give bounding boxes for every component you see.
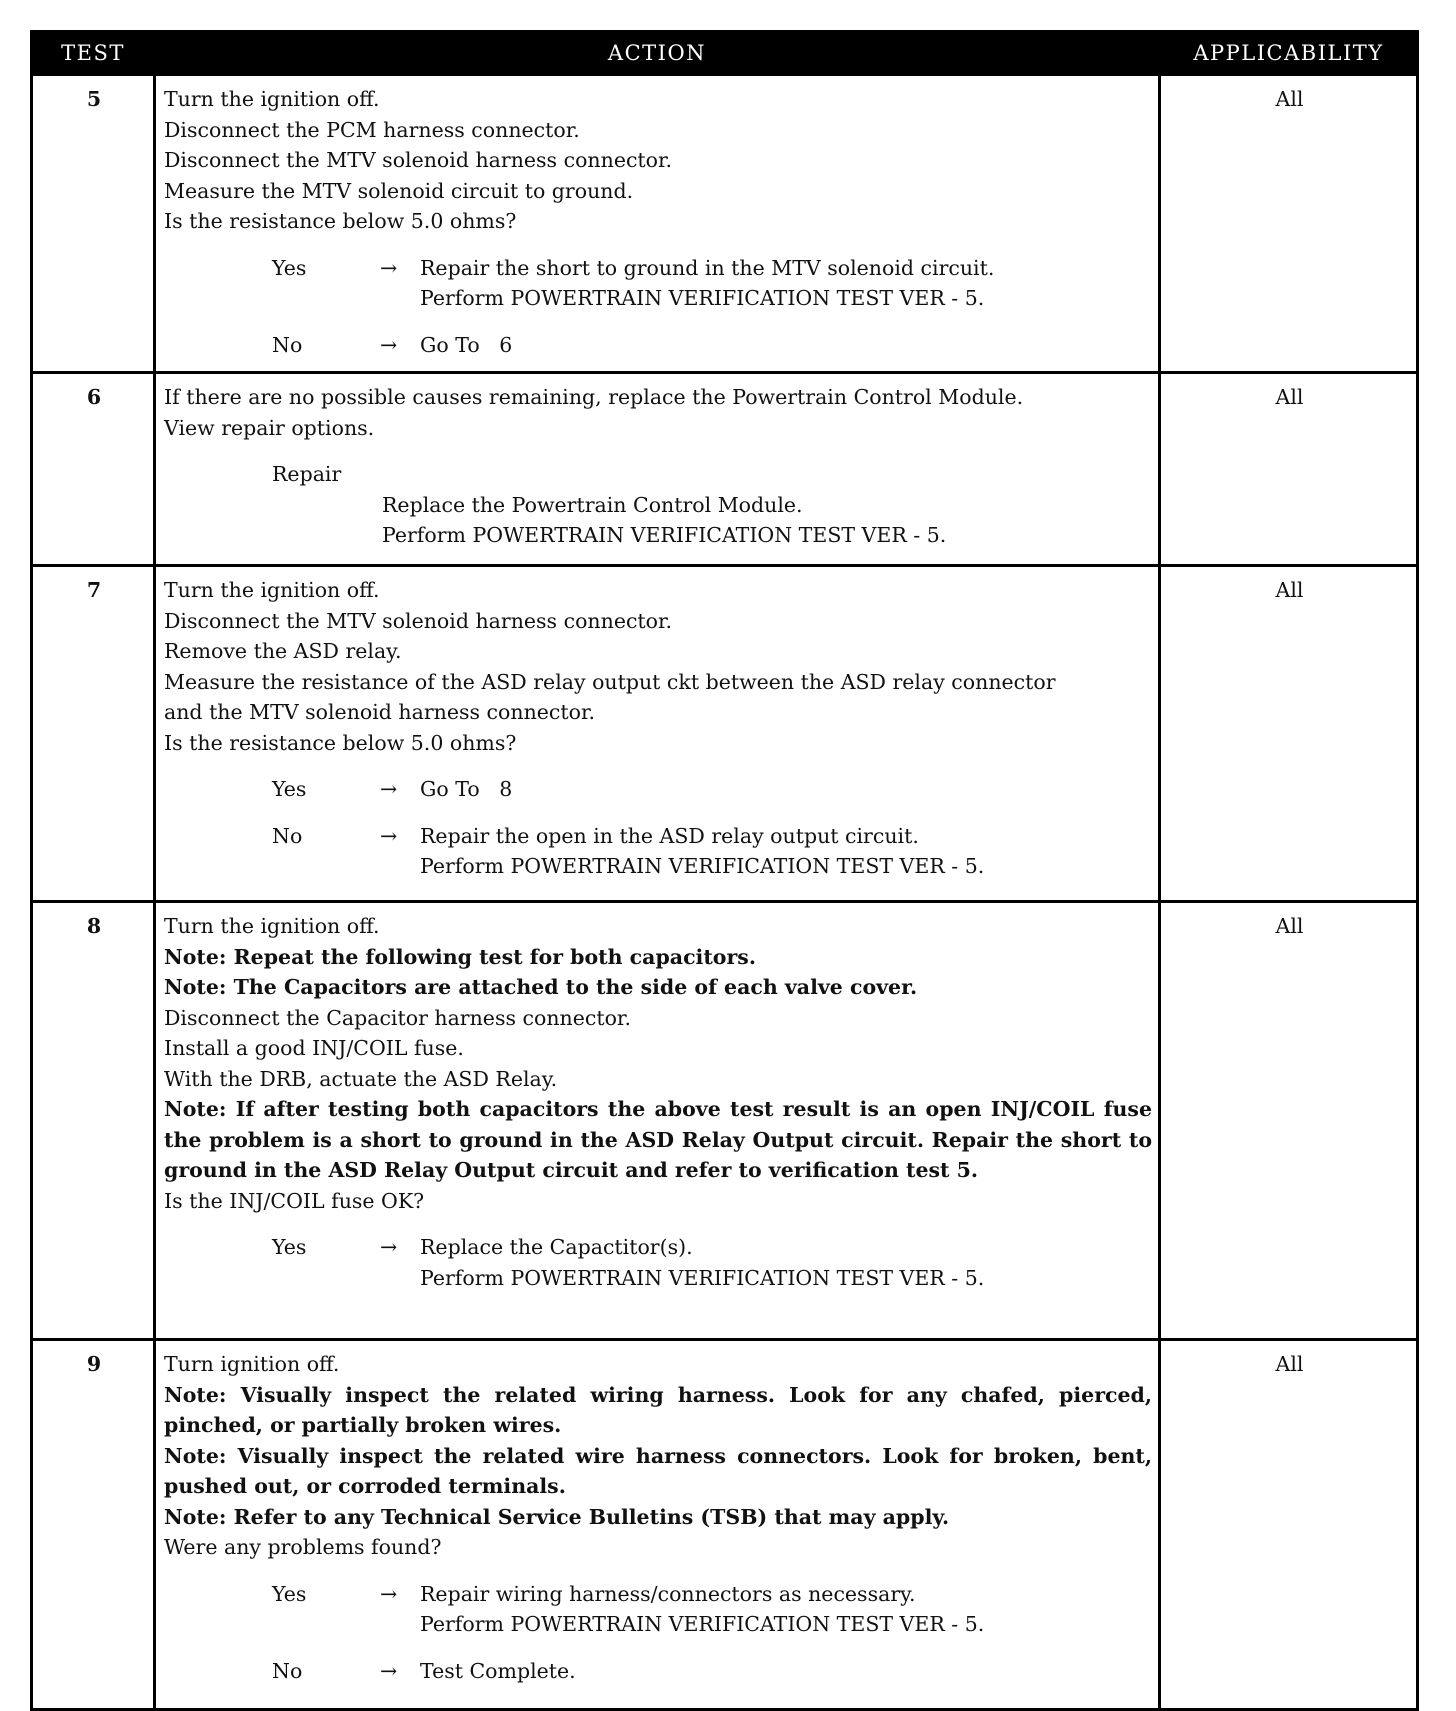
table-row (32, 566, 1418, 902)
note-text: Note: Repeat the following test for both capacitors. (164, 944, 756, 969)
arrow-icon: → (380, 1658, 398, 1683)
response-label: Yes (272, 777, 307, 801)
response-text: Go To 6 (420, 332, 513, 357)
step-text: Disconnect the Capacitor harness connector. (164, 1005, 631, 1030)
arrow-icon: → (380, 332, 398, 357)
response-text: Repair wiring harness/connectors as necessary. (420, 1581, 916, 1606)
question-text: Were any problems found? (164, 1535, 442, 1559)
response-yes (272, 1232, 1152, 1293)
response-text: Perform POWERTRAIN VERIFICATION TEST VER - 5. (420, 854, 985, 878)
repair-label: Repair (272, 462, 342, 486)
arrow-icon: → (380, 777, 398, 801)
table-row (32, 902, 1418, 1340)
action-cell (155, 902, 1160, 1340)
step-text: Install a good INJ/COIL fuse. (164, 1036, 464, 1060)
step-text: Measure the resistance of the ASD relay output ckt between the ASD relay connector (164, 669, 1056, 694)
response-text: Repair the open in the ASD relay output circuit. (420, 823, 919, 848)
response-text: Replace the Capactitor(s). (420, 1235, 693, 1259)
step-text: With the DRB, actuate the ASD Relay. (164, 1066, 558, 1091)
note-paragraph: Note: Visually inspect the related wiring harness. Look for any chafed, pierced, pinched, or partially broken wires. (164, 1382, 1152, 1437)
applicability-cell: All (1160, 75, 1418, 373)
header-action: ACTION (155, 32, 1160, 75)
response-yes (272, 1579, 1152, 1640)
action-cell (155, 373, 1160, 566)
step-text: Disconnect the MTV solenoid harness connector. (164, 608, 673, 633)
response-no (272, 1656, 1152, 1687)
step-text: Turn the ignition off. (164, 914, 380, 938)
applicability-cell: All (1160, 373, 1418, 566)
response-text: Repair the short to ground in the MTV solenoid circuit. (420, 255, 995, 280)
applicability-cell: All (1160, 566, 1418, 902)
test-number: 5 (32, 75, 155, 373)
step-text: Measure the MTV solenoid circuit to ground. (164, 178, 634, 203)
step-text: Turn ignition off. (164, 1352, 340, 1376)
test-number: 6 (32, 373, 155, 566)
response-yes (272, 253, 1152, 314)
header-test: TEST (32, 32, 155, 75)
arrow-icon: → (380, 823, 398, 848)
step-text: Disconnect the PCM harness connector. (164, 117, 580, 142)
table-row (32, 75, 1418, 373)
response-text: Perform POWERTRAIN VERIFICATION TEST VER - 5. (420, 1265, 985, 1290)
response-no (272, 330, 1152, 361)
note-text: Note: Refer to any Technical Service Bulletins (TSB) that may apply. (164, 1504, 950, 1529)
table-row (32, 1340, 1418, 1710)
action-cell (155, 75, 1160, 373)
step-text: If there are no possible causes remaining, replace the Powertrain Control Module. (164, 385, 1024, 409)
diagnostic-page (30, 30, 1416, 1711)
test-number: 7 (32, 566, 155, 902)
arrow-icon: → (380, 1581, 398, 1606)
response-text: Test Complete. (420, 1658, 576, 1683)
question-text: Is the INJ/COIL fuse OK? (164, 1188, 425, 1213)
arrow-icon: → (380, 255, 398, 280)
response-label: No (272, 332, 303, 357)
note-text: Note: The Capacitors are attached to the side of each valve cover. (164, 975, 918, 999)
response-text: Perform POWERTRAIN VERIFICATION TEST VER - 5. (420, 1612, 985, 1636)
applicability-cell: All (1160, 1340, 1418, 1710)
step-text: and the MTV solenoid harness connector. (164, 700, 596, 724)
test-number: 9 (32, 1340, 155, 1710)
response-text: Go To 8 (420, 777, 513, 801)
response-label: No (272, 823, 303, 848)
response-label: No (272, 1658, 303, 1683)
step-text: Remove the ASD relay. (164, 639, 402, 663)
header-applicability: APPLICABILITY (1160, 32, 1418, 75)
response-text: Perform POWERTRAIN VERIFICATION TEST VER - 5. (420, 286, 985, 310)
table-row (32, 373, 1418, 566)
step-text: Turn the ignition off. (164, 578, 380, 602)
diagnostic-table (30, 30, 1419, 1711)
response-label: Yes (272, 1235, 307, 1259)
action-cell (155, 566, 1160, 902)
step-text: Disconnect the MTV solenoid harness connector. (164, 148, 673, 172)
question-text: Is the resistance below 5.0 ohms? (164, 209, 517, 233)
step-text: Turn the ignition off. (164, 87, 380, 111)
action-cell (155, 1340, 1160, 1710)
note-paragraph: Note: Visually inspect the related wire harness connectors. Look for broken, bent, pushed out, or corroded terminals. (164, 1443, 1152, 1498)
question-text: Is the resistance below 5.0 ohms? (164, 730, 517, 755)
response-label: Yes (272, 1581, 307, 1606)
response-yes (272, 774, 1152, 805)
applicability-cell: All (1160, 902, 1418, 1340)
arrow-icon: → (380, 1235, 398, 1259)
note-paragraph: Note: If after testing both capacitors the above test result is an open INJ/COIL fuse the problem is a short to ground in the ASD Relay Output circuit. Repair the short to ground in the ASD Relay Output circuit and refer to verification test 5. (164, 1097, 1152, 1182)
test-number: 8 (32, 902, 155, 1340)
response-no (272, 821, 1152, 882)
step-text: View repair options. (164, 415, 375, 440)
repair-text: Perform POWERTRAIN VERIFICATION TEST VER - 5. (382, 523, 947, 547)
response-label: Yes (272, 255, 307, 280)
table-header-row (32, 32, 1418, 75)
repair-options (272, 459, 1152, 551)
repair-text: Replace the Powertrain Control Module. (382, 492, 803, 517)
